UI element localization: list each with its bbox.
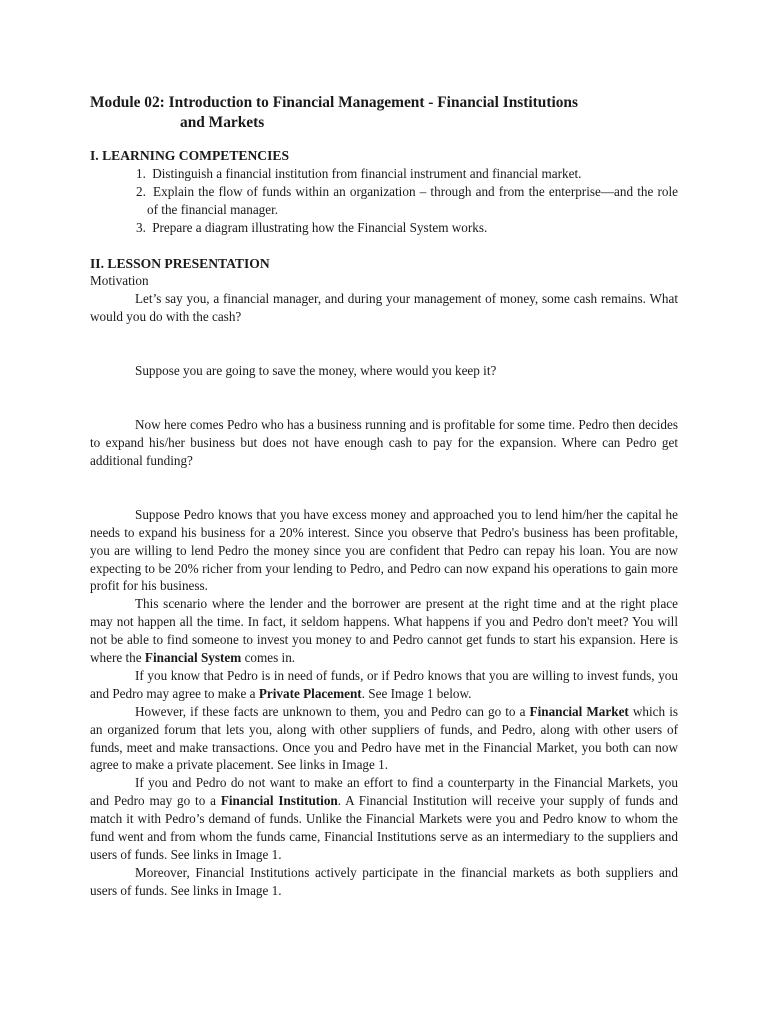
document-page: [90, 93, 678, 900]
text-run: . See Image 1 below.: [361, 685, 472, 701]
term-financial-market: Financial Market: [529, 703, 629, 719]
paragraph-pedro-loan: Suppose Pedro knows that you have excess money and approached you to lend him/her the capital he needs to expand his business for a 20% interest. Since you observe that Pedro's business has been profitable, you are willing to lend Pedro the money since you are confident that Pedro can repay his loan. You are now expecting to be 20% richer from your lending to Pedro, and Pedro can now expand his operations to gain more profit for his business.: [90, 506, 678, 594]
paragraph-cash-question: Let’s say you, a financial manager, and during your management of money, some cash remains. What would you do with the cash?: [90, 291, 678, 325]
motivation-subheading: Motivation: [90, 273, 149, 289]
page-title-line-1: Module 02: Introduction to Financial Management - Financial Institutions: [90, 94, 578, 111]
text-run: comes in.: [241, 650, 296, 666]
section-lesson-presentation-heading: II. LESSON PRESENTATION: [90, 255, 270, 271]
paragraph-institutions-participate: Moreover, Financial Institutions actively participate in the financial markets as both suppliers and users of funds. See links in Image 1.: [90, 864, 678, 898]
list-item: [90, 165, 678, 183]
text-run: This scenario where the lender and the borrower are present at the right time and at the right place may not happen all the time. In fact, it seldom happens. What happens if you and Pedro don't meet? You will not be able to find someone to invest you money to and Pedro cannot get funds to start his expansion. Here is where the: [90, 596, 678, 666]
competencies-list: [90, 165, 678, 237]
paragraph-financial-system: [90, 595, 678, 667]
list-item: [90, 183, 678, 219]
text-run: If you and Pedro do not want to make an effort to find a counterparty in the Financial Markets, you and Pedro may go to a: [90, 775, 678, 809]
paragraph-financial-institution: [90, 774, 678, 864]
paragraph-pedro-business: Now here comes Pedro who has a business running and is profitable for some time. Pedro then decides to expand his/her business but does not have enough cash to pay for the expansion. Where can Pedro get additional funding?: [90, 417, 678, 468]
text-run: If you know that Pedro is in need of funds, or if Pedro knows that you are willing to invest funds, you and Pedro may agree to make a: [90, 667, 678, 701]
list-item-text: Explain the flow of funds within an organization – through and from the enterprise—and the role of the financial manager.: [147, 183, 678, 217]
list-item-number: 3.: [136, 219, 146, 235]
list-item-text: Prepare a diagram illustrating how the Financial System works.: [152, 219, 488, 235]
paragraph-private-placement: [90, 667, 678, 703]
text-run: However, if these facts are unknown to them, you and Pedro can go to a: [135, 703, 530, 719]
list-item-text: Distinguish a financial institution from financial instrument and financial market.: [152, 165, 582, 181]
section-learning-competencies-heading: I. LEARNING COMPETENCIES: [90, 148, 290, 163]
page-title: [90, 93, 678, 133]
term-financial-system: Financial System: [144, 650, 242, 666]
paragraph-financial-market: [90, 703, 678, 775]
list-item-number: 1.: [136, 165, 146, 181]
term-private-placement: Private Placement: [258, 685, 362, 701]
paragraph-save-question: Suppose you are going to save the money, where would you keep it?: [135, 363, 497, 379]
text-run: . A Financial Institution will receive your supply of funds and match it with Pedro’s demand of funds. Unlike the Financial Markets were you and Pedro know to whom the fund went and from whom the funds came, Financial Institutions serve as an intermediary to the suppliers and users of funds. See links in Image 1.: [90, 793, 678, 862]
list-item-number: 2.: [136, 183, 146, 199]
page-title-line-2: and Markets: [180, 114, 265, 131]
text-run: which is an organized forum that lets you, along with other suppliers of funds, and Pedro, along with other users of funds, meet and make transactions. Once you and Pedro have met in the Financial Market, you both can now agree to make a private placement. See links in Image 1.: [90, 703, 678, 773]
term-financial-institution: Financial Institution: [220, 793, 338, 809]
list-item: [90, 219, 678, 237]
